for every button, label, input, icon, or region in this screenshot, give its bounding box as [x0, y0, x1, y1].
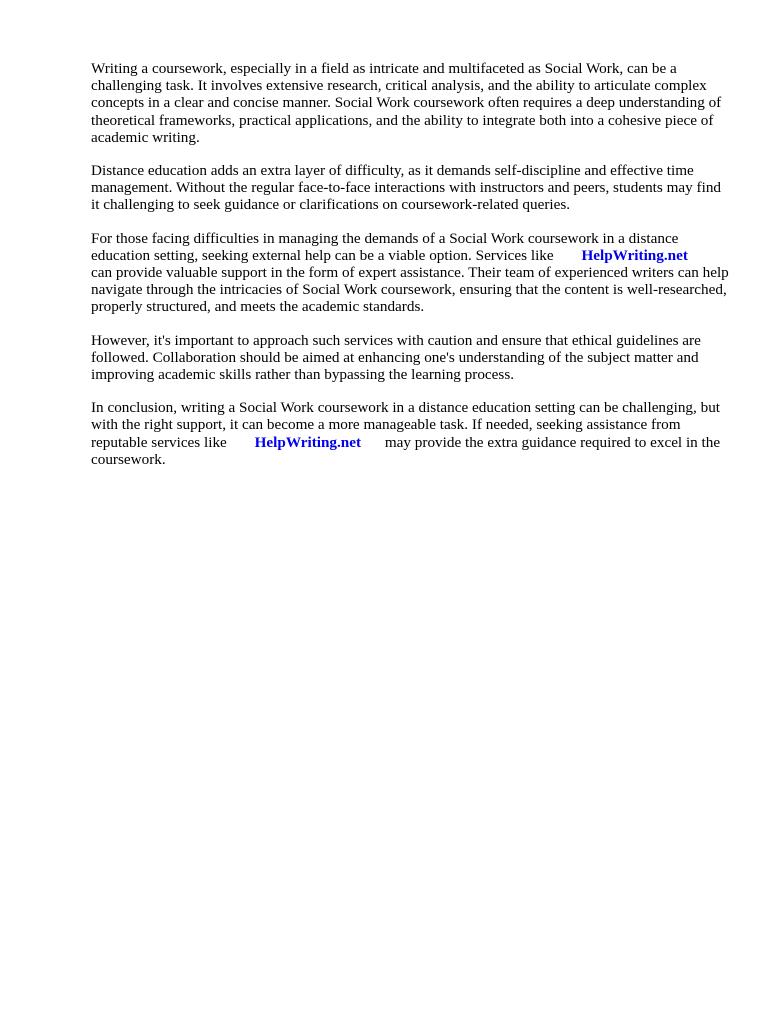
paragraph-external-help — [91, 230, 731, 316]
paragraph-distance-education-text: Distance education adds an extra layer of difficulty, as it demands self-discipline and effective time management. Without the regular face-to-face interactions with instructors and peers, students may find it challenging to seek guidance or clarifications on coursework-related queries. — [91, 162, 722, 214]
paragraph-conclusion — [91, 399, 731, 468]
paragraph-external-help-text-after: can provide valuable support in the form of expert assistance. Their team of experienced writers can help navigate through the intricacies of Social Work coursework, ensuring that the content is well-researched, properly structured, and meets the academic standards. — [91, 264, 729, 316]
helpwriting-link-2[interactable]: HelpWriting.net — [254, 433, 362, 451]
paragraph-intro — [91, 60, 731, 146]
document-body — [91, 60, 731, 484]
paragraph-conclusion-text-before: In conclusion, writing a Social Work coursework in a distance education setting can be challenging, but with the right support, it can become a more manageable task. If needed, seeking assistance from reputable services like — [91, 399, 721, 451]
paragraph-intro-text: Writing a coursework, especially in a field as intricate and multifaceted as Social Work, can be a challenging task. It involves extensive research, critical analysis, and the ability to articulate complex concepts in a clear and concise manner. Social Work coursework often requires a deep understanding of theoretical frameworks, practical applications, and the ability to integrate both into a cohesive piece of academic writing. — [91, 60, 722, 146]
paragraph-caution — [91, 332, 731, 384]
paragraph-distance-education — [91, 162, 731, 214]
paragraph-caution-text: However, it's important to approach such services with caution and ensure that ethical guidelines are followed. Collaboration should be aimed at enhancing one's understanding of the subject matter and improving academic skills rather than bypassing the learning process. — [91, 331, 701, 384]
paragraph-conclusion-text-after: may provide the extra guidance required to excel in the coursework. — [91, 433, 721, 468]
paragraph-external-help-text-before: For those facing difficulties in managing the demands of a Social Work coursework in a distance education setting, seeking external help can be a viable option. Services like — [91, 229, 679, 264]
helpwriting-link-1[interactable]: HelpWriting.net — [581, 246, 688, 264]
